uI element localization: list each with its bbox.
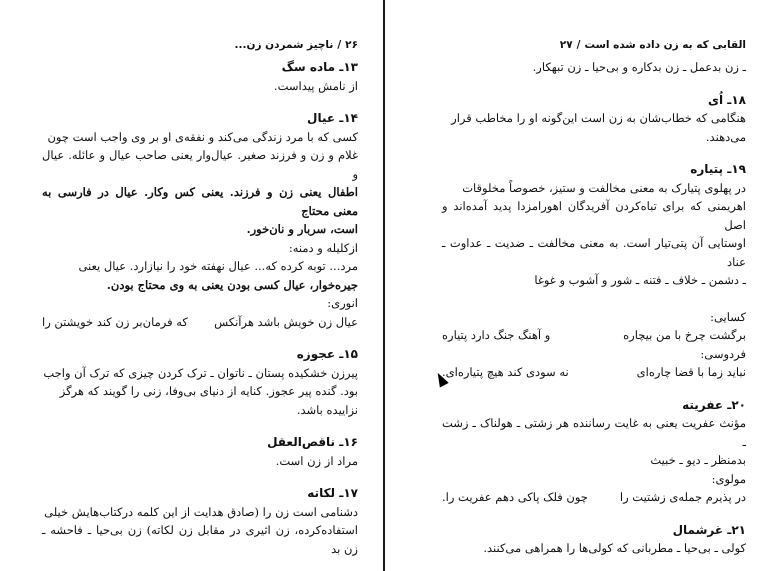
paragraph-line: استفاده‌کرده، زن اثیری در مقابل زن لکاته) زن بی‌حیا ـ فاحشه ـ زن بد (42, 523, 358, 556)
paragraph-line: ـ زن بدعمل ـ زن بدکاره و بی‌حیا ـ زن تبهکار. (532, 60, 746, 74)
section-title: ۱۹ـ پتیاره (690, 162, 746, 176)
verse-line (442, 488, 746, 507)
poet-label: مولوی: (711, 471, 746, 486)
paragraph-line: جیره‌خوار، عیال کسی بودن یعنی به وی محتاج بودن. (106, 277, 358, 292)
page-gutter (383, 0, 385, 571)
paragraph-line: بدمنظر ـ دیو ـ خبیث (650, 453, 746, 467)
section-title: ۱۴ـ عیال (307, 111, 358, 125)
verse-hemistich: نه سودی کند هیچ پتیاره‌ای. (442, 365, 569, 379)
verse-line (442, 326, 746, 345)
page-number: ۲۶ (345, 39, 358, 51)
running-title: ناچیز شمردن زن... (234, 39, 334, 51)
paragraph-line: مراد از زن است. (275, 453, 358, 468)
paragraph-line: از نامش پیداست. (273, 78, 358, 93)
paragraph-line: اهریمنی که برای تباه‌کردن آفریدگان اهورامزدا پدید آمده‌اند و اصل (442, 199, 746, 232)
section-title: ۱۶ـ ناقص‌العقل (267, 435, 358, 449)
header-separator: / (337, 39, 342, 51)
paragraph-line: است، سربار و نان‌خور. (246, 222, 358, 236)
verse-hemistich: که فرمان‌بر زن کند خویشتن را (42, 314, 188, 329)
header-separator: / (576, 39, 581, 51)
section-title: ۱۵ـ عجوزه (296, 347, 358, 361)
paragraph-line: اطفال یعنی زن و فرزند. یعنی کس وکار. عیال در فارسی به معنی محتاج (42, 185, 358, 218)
left-page (42, 0, 358, 571)
poet-label: کسایی: (710, 309, 746, 324)
paragraph-line: پیرزن خشکیده پستان ـ ناتوان ـ ترک کردن چیزی که ترک آن واجب (43, 365, 358, 380)
right-page-header (442, 36, 746, 50)
paragraph-line: غلام و زن و فرزند صغیر. عیال‌وار یعنی صاحب عیال و عائله. عیال و (42, 148, 358, 181)
verse-hemistich: چون فلک پاکی دهم عفریت را. (442, 490, 588, 504)
running-title: القابی که به زن داده شده است (584, 39, 746, 51)
verse-hemistich: نباید زما با قضا چاره‌ای (636, 365, 746, 379)
verse-line (442, 363, 746, 382)
right-page (442, 0, 746, 571)
paragraph-line: ازکلیله و دمنه: (288, 240, 358, 255)
poet-label: انوری: (327, 296, 358, 310)
right-page-content (442, 58, 746, 558)
paragraph-line: اوستایی آن پتی‌تیار است. به معنی مخالفت ـ ضدیت ـ عداوت ـ عناد (442, 236, 746, 269)
verse-line (42, 313, 358, 332)
section-title: ۲۱ـ غرشمال (672, 522, 746, 537)
section-title: ۱۸ـ اُی (707, 92, 746, 107)
paragraph-line: نزاییده باشد. (296, 402, 358, 417)
paragraph-line: ـ دشمن ـ خلاف ـ فتنه ـ شور و آشوب و غوغا (534, 273, 746, 287)
paragraph-line: بود. گنده پیر عجوز. کنایه از دنیای بی‌وفا، زنی را گویند که هرگز (59, 384, 358, 398)
paragraph-line: دشنامی است زن را (صادق هدایت از این کلمه درکتاب‌هایش خیلی (44, 504, 358, 519)
paragraph-line: کسی که با مرد زندگی می‌کند و نفقه‌ی او بر وی واجب است چون (47, 129, 358, 144)
poet-label: فردوسی: (700, 346, 746, 361)
left-page-content (42, 58, 358, 558)
section-title: ۱۳ـ ماده سگ (281, 60, 358, 74)
paragraph-line: مرد... توبه کرده که... عیال نهفته خود را نیازارد. عیال یعنی (78, 259, 358, 273)
page-number: ۲۷ (559, 39, 573, 51)
verse-hemistich: برگشت چرخ با من بیچاره (623, 328, 746, 342)
paragraph-line: مؤنث عفریت یعنی به غایت رساننده هر زشتی ـ هولناک ـ زشت ـ (442, 416, 746, 449)
paragraph-line: می‌دهند. (705, 129, 746, 144)
section-title: ۲۰ـ عفریته (682, 397, 746, 412)
section-title: ۱۷ـ لکاته (307, 486, 358, 500)
paragraph-line: کولی ـ بی‌حیا ـ مطربانی که کولی‌ها را همراهی می‌کنند. (483, 541, 746, 555)
paragraph-line: هنگامی که خطاب‌شان به زن است این‌گونه او را مخاطب قرار (451, 111, 746, 125)
paragraph-line: در پهلوی پتیارک به معنی مخالفت و ستیز، خصوصاً مخلوقات (462, 180, 746, 195)
verse-hemistich: در پذیرم جمله‌ی زشتیت را (619, 490, 746, 504)
verse-hemistich: عیال زن خویش باشد هرآنکس (214, 314, 358, 329)
left-page-header (42, 36, 358, 50)
verse-hemistich: و آهنگ جنگ دارد پتیاره (442, 328, 551, 342)
